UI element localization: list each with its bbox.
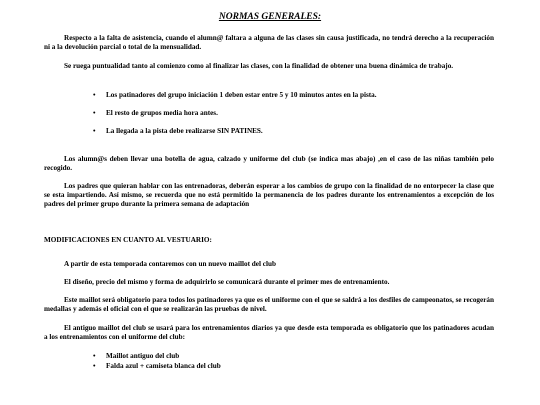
design-paragraph: El diseño, precio del mismo y forma de adquirirlo se comunicará durante el primer mes de entrenamiento. xyxy=(64,278,390,286)
list-item-text: El resto de grupos media hora antes. xyxy=(106,109,218,117)
mandatory-paragraph: Este maillot será obligatorio para todos los patinadores ya que es el uniforme con el que se saldrá a los desfiles de campeonatos, se recogerán medallas y además el oficial con el que se realizarán las pruebas de nivel. xyxy=(44,296,494,314)
equipment-paragraph: Los alumn@s deben llevar una botella de agua, calzado y uniforme del club (se indica mas abajo) ,en el caso de las niñas también pelo recogido. xyxy=(44,155,494,173)
bullet-icon: • xyxy=(93,109,96,117)
bullet-icon: • xyxy=(93,127,96,135)
list-item-text: Los patinadores del grupo iniciación 1 deben estar entre 5 y 10 minutos antes en la pista. xyxy=(106,91,377,99)
attendance-paragraph: Respecto a la falta de asistencia, cuando el alumn@ faltara a alguna de las clases sin causa justificada, no tendrá derecho a la recuperación ni a la devolución parcial o total de la mensualidad. xyxy=(44,34,494,52)
page-title: NORMAS GENERALES: xyxy=(218,12,322,22)
punctuality-paragraph: Se ruega puntualidad tanto al comienzo como al finalizar las clases, con la finalidad de obtener una buena dinámica de trabajo. xyxy=(64,62,454,70)
list-item-text: Maillot antiguo del club xyxy=(106,352,180,360)
new-maillot-paragraph: A partir de esta temporada contaremos con un nuevo maillot del club xyxy=(64,260,276,268)
old-maillot-paragraph: El antiguo maillot del club se usará para los entrenamientos diarios ya que desde esta temporada es obligatorio que los patinadores acudan a los entrenamientos con el uniforme del club: xyxy=(44,324,494,342)
bullet-icon: • xyxy=(93,362,96,370)
bullet-icon: • xyxy=(93,91,96,99)
bullet-icon: • xyxy=(93,352,96,360)
list-item-text: Falda azul + camiseta blanca del club xyxy=(106,362,221,370)
parents-paragraph: Los padres que quieran hablar con las entrenadoras, deberán esperar a los cambios de grupo con la finalidad de no entorpecer la clase que se esta impartiendo. Así mismo, se recuerda que no está permitido la permanencia de los padres durante los entrenamientos a excepción de los padres del primer grupo durante la primera semana de adaptación xyxy=(44,182,494,209)
list-item-text: La llegada a la pista debe realizarse SIN PATINES. xyxy=(106,127,263,135)
section-heading: MODIFICACIONES EN CUANTO AL VESTUARIO: xyxy=(44,236,212,244)
